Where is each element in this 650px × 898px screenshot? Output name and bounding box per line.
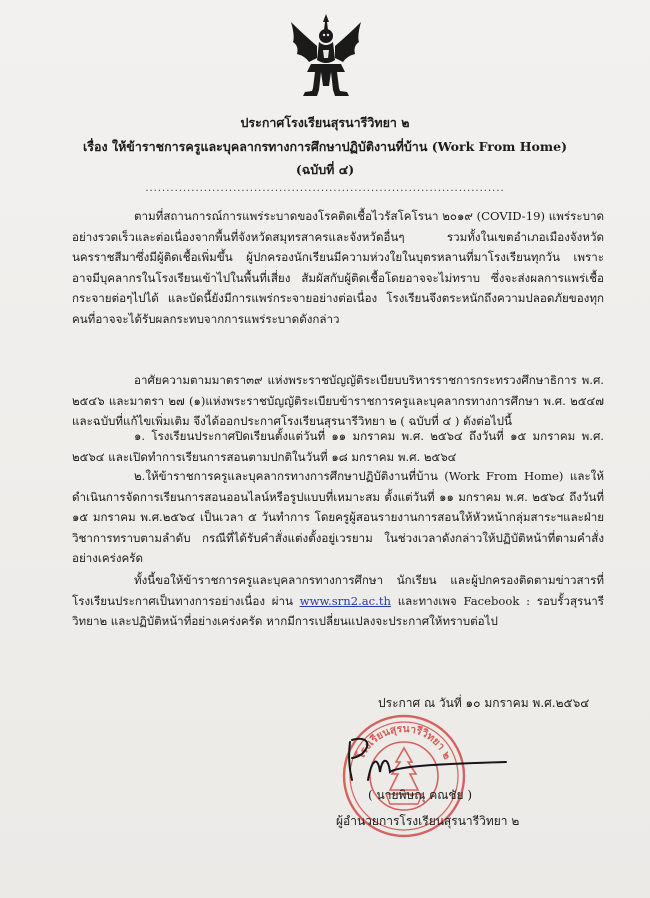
paragraph-background: ตามที่สถานการณ์การแพร่ระบาดของโรคติดเชื้อไวรัสโคโรนา ๒๐๑๙ (COVID-19) แพร่ระบาดอย่างรวดเร็วและต่อเนื่องจากพื้นที่จังหวัดสมุทรสาครและจังหวัดอื่นๆ รวมทั้งในเขตอำเภอเมืองจังหวัดนครราชสีมาซึ่งมีผู้ติดเชื้อเพิ่มขึ้น ผู้ปกครองนักเรียนมีความห่วงใยในบุตรหลานที่มาโรงเรียนทุกวัน เพราะอาจมีบุคลากรในโรงเรียนเข้าไปในพื้นที่เสี่ยง สัมผัสกับผู้ติดเชื้อโดยอาจจะไม่ทราบ ซึ่งจะส่งผลการแพร่เชื้อกระจายต่อๆไปได้ และบัดนี้ยังมีการแพร่กระจายอย่างต่อเนื่อง โรงเรียนจึงตระหนักถึงความปลอดภัยของทุกคนที่อาจจะได้รับผลกระทบจากการแพร่ระบาดดังกล่าว xyxy=(72,209,604,326)
signatory-position: ผู้อำนวยการโรงเรียนสุรนารีวิทยา ๒ xyxy=(336,814,520,828)
signature-scribble xyxy=(338,728,508,788)
seal-text: โรงเรียนสุรนารีวิทยา ๒ xyxy=(354,722,454,762)
signatory-name: ( นายพิษณุ คณชัย ) xyxy=(368,788,473,802)
paragraph-item-1: ๑. โรงเรียนประกาศปิดเรียนตั้งแต่วันที่ ๑๑ มกราคม พ.ศ. ๒๕๖๔ ถึงวันที่ ๑๕ มกราคม พ.ศ. ๒๕๖๔ และเปิดทำการเรียนการสอนตามปกติในวันที่ ๑๘ มกราคม พ.ศ. ๒๕๖๔ xyxy=(72,429,604,464)
garuda-emblem-icon xyxy=(285,12,367,98)
announcement-title: ประกาศโรงเรียนสุรนารีวิทยา ๒ xyxy=(240,115,410,130)
closing-text-end: และทางเพจ Facebook : รอบรั้วสุรนารีวิทยา๒ และปฏิบัติหน้าที่อย่างเคร่งครัด หากมีการเปลี่ยนแปลงจะประกาศให้ทราบต่อไป xyxy=(72,593,604,628)
announcement-issue-number: (ฉบับที่ ๔) xyxy=(295,162,355,177)
dotted-divider: ...................................................................................... xyxy=(145,183,505,194)
paragraph-item-2: ๒.ให้ข้าราชการครูและบุคลากรทางการศึกษาปฏิบัติงานที่บ้าน (Work From Home) และให้ดำเนินการจัดการเรียนการสอนออนไลน์หรือรูปแบบที่เหมาะสม ตั้งแต่วันที่ ๑๑ มกราคม พ.ศ. ๒๕๖๔ ถึงวันที่ ๑๕ มกราคม พ.ศ.๒๕๖๔ เป็นเวลา ๕ วันทำการ โดยครูผู้สอนรายงานการสอนให้หัวหน้ากลุ่มสาระฯและฝ่ายวิชาการทราบตามลำดับ กรณีที่ได้รับคำสั่งแต่งตั้งอยู่เวรยาม ในช่วงเวลาดังกล่าวให้ปฏิบัติหน้าที่ตามคำสั่งอย่างเคร่งครัด xyxy=(72,469,604,565)
closing-text-start: ทั้งนี้ขอให้ข้าราชการครูและบุคลากรทางการศึกษา นักเรียน และผู้ปกครองติดตามข่าวสารที่โรงเรียนประกาศเป็นทางการอย่างเนื่อง ผ่าน xyxy=(72,573,604,608)
school-website-link[interactable]: www.srn2.ac.th xyxy=(299,593,391,608)
announcement-date: ประกาศ ณ วันที่ ๑๐ มกราคม พ.ศ.๒๕๖๔ xyxy=(378,696,590,710)
paragraph-legal-basis: อาศัยความตามมาตรา๓๙ แห่งพระราชบัญญัติระเบียบบริหารราชการกระทรวงศึกษาธิการ พ.ศ. ๒๕๔๖ และมาตรา ๒๗ (๑)แห่งพระราชบัญญัติระเบียบข้าราชการครูและบุคลากรทางการศึกษา พ.ศ. ๒๕๔๗ และฉบับที่แก้ไขเพิ่มเติม จึงได้ออกประกาศโรงเรียนสุรนารีวิทยา ๒ ( ฉบับที่ ๔ ) ดังต่อไปนี้ xyxy=(72,373,604,428)
announcement-subject: เรื่อง ให้ข้าราชการครูและบุคลากรทางการศึกษาปฏิบัติงานที่บ้าน (Work From Home) xyxy=(83,139,567,154)
paragraph-closing xyxy=(72,570,604,632)
